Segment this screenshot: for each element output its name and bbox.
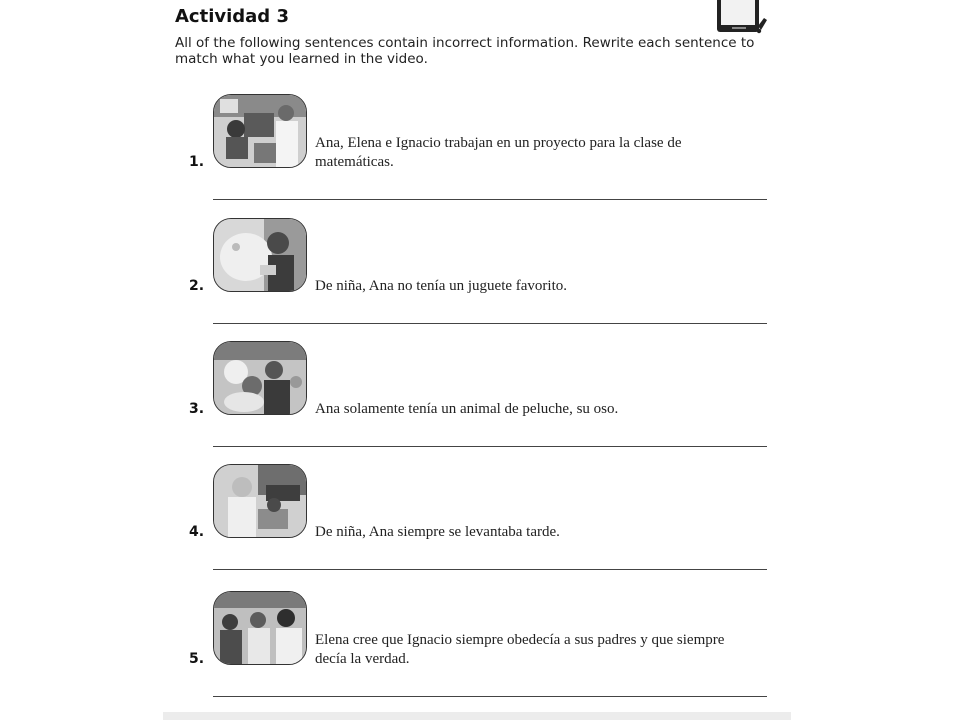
item-sentence: Ana, Elena e Ignacio trabajan en un proyecto para la clase de matemáticas. <box>315 135 682 170</box>
answer-line[interactable] <box>213 696 767 697</box>
exercise-item-1 <box>0 94 960 218</box>
item-number: 5. <box>189 651 205 667</box>
photo-students-in-classroom <box>213 94 307 168</box>
item-sentence: De niña, Ana siempre se levantaba tarde. <box>315 524 560 540</box>
answer-line[interactable] <box>213 446 767 447</box>
answer-line[interactable] <box>213 569 767 570</box>
exercise-item-4 <box>0 464 960 588</box>
item-number: 2. <box>189 278 205 294</box>
item-sentence: Elena cree que Ignacio siempre obedecía a sus padres y que siempre decía la verdad. <box>315 632 725 667</box>
item-number: 1. <box>189 154 205 170</box>
exercise-item-2 <box>0 218 960 342</box>
activity-title: Actividad 3 <box>175 6 289 27</box>
exercise-item-3 <box>0 341 960 465</box>
photo-girl-with-plush-toys <box>213 341 307 415</box>
photo-parent-and-child-in-room <box>213 464 307 538</box>
activity-instructions: All of the following sentences contain incorrect information. Rewrite each sentence to match what you learned in the video. <box>175 35 755 67</box>
item-sentence: De niña, Ana no tenía un juguete favorito. <box>315 278 568 294</box>
photo-girl-with-stuffed-animal <box>213 218 307 292</box>
exercise-item-5 <box>0 591 960 715</box>
item-number: 3. <box>189 401 205 417</box>
photo-group-seated-together <box>213 591 307 665</box>
video-screen-icon <box>714 0 770 38</box>
item-number: 4. <box>189 524 205 540</box>
item-sentence: Ana solamente tenía un animal de peluche, su oso. <box>315 401 619 417</box>
answer-line[interactable] <box>213 323 767 324</box>
answer-line[interactable] <box>213 199 767 200</box>
